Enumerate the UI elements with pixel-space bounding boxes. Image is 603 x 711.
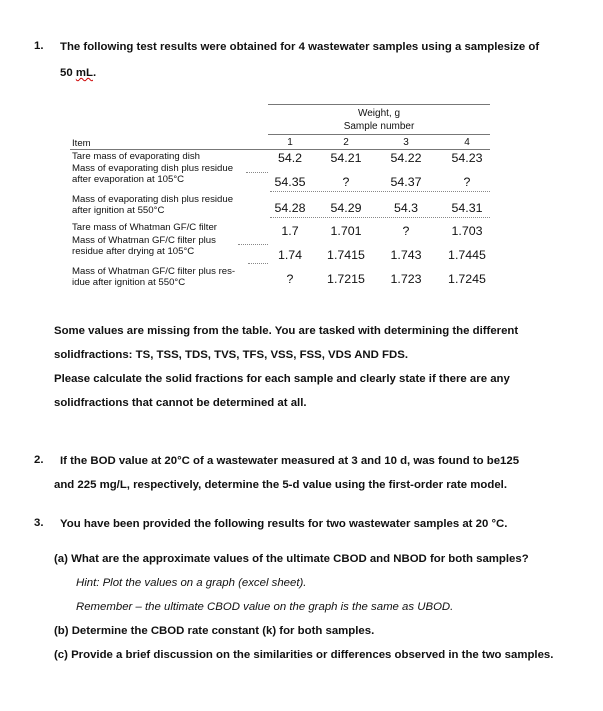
row-3-bottom-dots — [270, 217, 490, 218]
row-4-sample-3: ? — [402, 224, 410, 238]
question-1-line-2 — [60, 66, 96, 81]
row-2-label-line-1: Mass of evaporating dish plus residue — [72, 163, 234, 174]
question-2-line-1: If the BOD value at 20°C of a wastewater measured at 3 and 10 d, was found to be125 — [60, 455, 520, 467]
row-4-sample-4: 1.703 — [451, 224, 483, 238]
header-sample-4: 4 — [464, 137, 470, 148]
question-3-intro: You have been provided the following results for two wastewater samples at 20 °C. — [60, 518, 508, 530]
row-5-sample-4: 1.7445 — [448, 248, 486, 262]
question-3-part-a: (a) What are the approximate values of the ultimate CBOD and NBOD for both samples? — [54, 553, 529, 565]
sample-size-period: . — [92, 67, 97, 79]
row-5-label-line-1: Mass of Whatman GF/C filter plus — [72, 235, 216, 246]
row-6-label-line-2: idue after ignition at 550°C — [72, 277, 186, 288]
row-6-sample-4: 1.7245 — [448, 272, 486, 286]
row-1-label: Tare mass of evaporating dish — [72, 151, 200, 162]
row-5-sample-3: 1.743 — [390, 248, 422, 262]
question-3-remember: Remember – the ultimate CBOD value on the graph is the same as UBOD. — [76, 601, 454, 613]
question-1-number: 1. — [34, 40, 44, 52]
row-4-sample-1: 1.7 — [281, 224, 299, 238]
row-6-sample-2: 1.7215 — [327, 272, 365, 286]
row-1-sample-2: 54.21 — [330, 151, 362, 165]
row-4-label: Tare mass of Whatman GF/C filter — [72, 222, 218, 233]
row-3-sample-2: 54.29 — [330, 201, 362, 215]
header-weight: Weight, g — [357, 108, 401, 119]
q1-paragraph-1-line-1: Some values are missing from the table. You are tasked with determining the different — [54, 325, 519, 337]
row-5-sample-1: 1.74 — [277, 248, 303, 262]
row-3-label-line-1: Mass of evaporating dish plus residue — [72, 194, 234, 205]
q1-paragraph-2-line-1: Please calculate the solid fractions for each sample and clearly state if there are any — [54, 373, 510, 385]
row-2-sample-3: 54.37 — [390, 175, 422, 189]
row-3-label-line-2: after ignition at 550°C — [72, 205, 165, 216]
sample-size-value: 50 — [60, 67, 73, 79]
header-sample-2: 2 — [343, 137, 349, 148]
row-1-sample-3: 54.22 — [390, 151, 422, 165]
table-top-rule — [268, 104, 490, 105]
header-item: Item — [72, 138, 91, 149]
row-6-label-line-1: Mass of Whatman GF/C filter plus res- — [72, 266, 236, 277]
q1-paragraph-1-line-2: solidfractions: TS, TSS, TDS, TVS, TFS, VSS, FSS, VDS AND FDS. — [54, 349, 408, 361]
header-rule — [268, 134, 490, 135]
row-2-sample-2: ? — [342, 175, 350, 189]
header-sample-1: 1 — [287, 137, 293, 148]
q1-paragraph-2-line-2: solidfractions that cannot be determined at all. — [54, 397, 307, 409]
row-2-label-line-2: after evaporation at 105°C — [72, 174, 185, 185]
row-6-sample-1: ? — [286, 272, 294, 286]
row-5-sample-2: 1.7415 — [327, 248, 365, 262]
row-5-leader-dots — [238, 244, 268, 245]
question-2-number: 2. — [34, 454, 44, 466]
solids-data-table — [70, 100, 490, 300]
row-2-bottom-dots — [270, 191, 490, 192]
sample-size-unit: mL — [75, 67, 93, 79]
row-3-sample-3: 54.3 — [393, 201, 419, 215]
column-header-rule — [70, 149, 490, 150]
row-2-leader-dots — [246, 172, 268, 173]
question-3-part-b: (b) Determine the CBOD rate constant (k) for both samples. — [54, 625, 375, 637]
row-1-sample-1: 54.2 — [277, 151, 303, 165]
question-3-number: 3. — [34, 517, 44, 529]
header-sample-3: 3 — [403, 137, 409, 148]
question-2-line-2: and 225 mg/L, respectively, determine the 5-d value using the first-order rate model. — [54, 479, 508, 491]
row-6-sample-3: 1.723 — [390, 272, 422, 286]
row-4-sample-2: 1.701 — [330, 224, 362, 238]
question-3-hint: Hint: Plot the values on a graph (excel sheet). — [76, 577, 307, 589]
row-2-sample-4: ? — [463, 175, 471, 189]
row-3-sample-1: 54.28 — [274, 201, 306, 215]
header-sample-number: Sample number — [343, 121, 415, 132]
question-3-part-c: (c) Provide a brief discussion on the similarities or differences observed in the two samples. — [54, 649, 554, 661]
row-5-label-line-2: residue after drying at 105°C — [72, 246, 195, 257]
row-2-sample-1: 54.35 — [274, 175, 306, 189]
row-5-bottom-dots — [248, 263, 268, 264]
question-1-line-1: The following test results were obtained for 4 wastewater samples using a samplesize of — [60, 41, 540, 53]
row-1-sample-4: 54.23 — [451, 151, 483, 165]
row-3-sample-4: 54.31 — [451, 201, 483, 215]
